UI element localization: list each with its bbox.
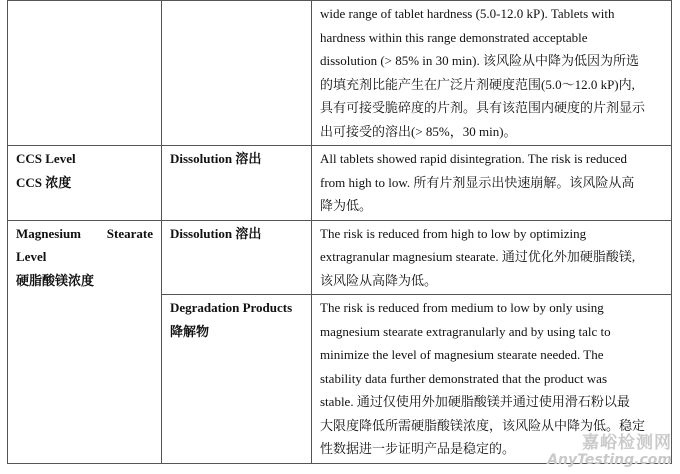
attribute-cell: Dissolution 溶出 (162, 220, 312, 295)
risk-assessment-table (7, 0, 672, 464)
table-row-ccs-level (8, 146, 672, 221)
table-row-magnesium-stearate-dissolution (8, 220, 672, 295)
factor-cell (8, 1, 162, 146)
justification-cell: All tablets showed rapid disintegration. The risk is reduced from high to low. 所有片剂显示出快速崩解。该风险从高 降为低。 (312, 146, 672, 221)
attribute-cell: Degradation Products 降解物 (162, 295, 312, 464)
justification-cell: The risk is reduced from high to low by optimizing extragranular magnesium stearate. 通过优化外加硬脂酸镁, 该风险从高降为低。 (312, 220, 672, 295)
justification-cell: wide range of tablet hardness (5.0-12.0 kP). Tablets with hardness within this range demonstrated acceptable dissolution (> 85% in 30 min). 该风险从中降为低因为所选 的填充剂比能产生在广泛片剂硬度范围(5.0～12.0 kP)内, 具有可接受脆碎度的片剂。具有该范围内硬度的片剂显示 出可接受的溶出(> 85%，30 min)。 (312, 1, 672, 146)
watermark-en: AnyTesting.com (547, 451, 672, 468)
factor-cell: Magnesium Stearate Level 硬脂酸镁浓度 (8, 220, 162, 463)
attribute-cell: Dissolution 溶出 (162, 146, 312, 221)
table-row-continued (8, 1, 672, 146)
attribute-cell (162, 1, 312, 146)
factor-cell: CCS Level CCS 浓度 (8, 146, 162, 221)
watermark-cn: 嘉峪检测网 (582, 432, 672, 453)
justification-cell: The risk is reduced from medium to low by only using magnesium stearate extragranularly and by using talc to minimize the level of magnesium stearate needed. The stability data further demonstrated that the product was stable. 通过仅使用外加硬脂酸镁并通过使用滑石粉以最 大限度降低所需硬脂酸镁浓度，该风险从中降为低。稳定 性数据进一步证明产品是稳定的。 (312, 295, 672, 464)
